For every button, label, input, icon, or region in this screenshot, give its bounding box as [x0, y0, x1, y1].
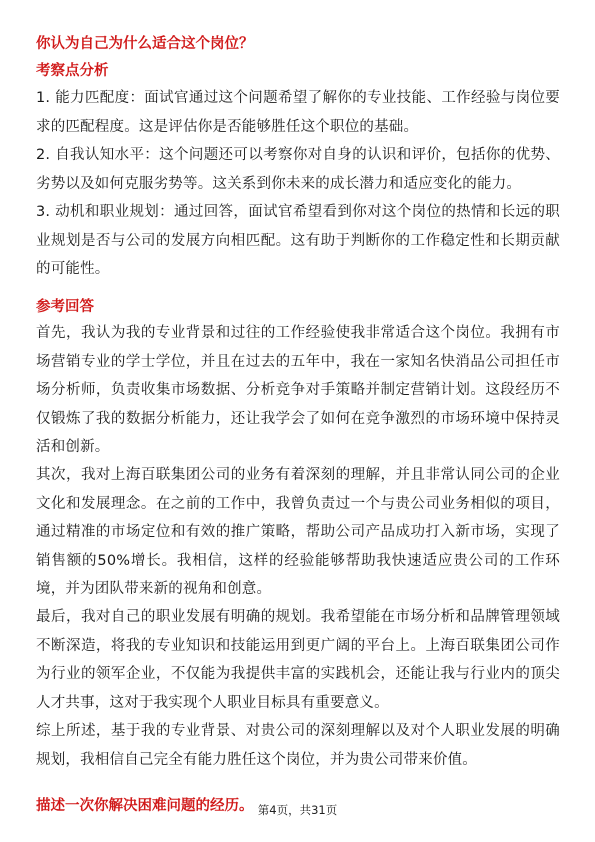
question-title: 你认为自己为什么适合这个岗位？ [36, 36, 254, 52]
answer-heading: 参考回答 [36, 299, 94, 315]
answer-paragraph-4: 综上所述，基于我的专业背景、对贵公司的深刻理解以及对个人职业发展的明确规划，我相信自己完全有能力胜任这个岗位，并为贵公司带来价值。 [36, 723, 560, 768]
answer-paragraph-3: 最后，我对自己的职业发展有明确的规划。我希望能在市场分析和品牌管理领域不断深造，将我的专业知识和技能运用到更广阔的平台上。上海百联集团公司作为行业的领军企业，不仅能为我提供丰富的实践机会，还能让我与行业内的顶尖人才共事，这对于我实现个人职业目标具有重要意义。 [36, 609, 560, 711]
answer-paragraph-2: 其次，我对上海百联集团公司的业务有着深刻的理解，并且非常认同公司的企业文化和发展理念。在之前的工作中，我曾负责过一个与贵公司业务相似的项目，通过精准的市场定位和有效的推广策略，帮助公司产品成功打入新市场，实现了销售额的50%增长。我相信，这样的经验能够帮助我快速适应贵公司的工作环境，并为团队带来新的视角和创意。 [36, 467, 560, 597]
analysis-heading: 考察点分析 [36, 63, 109, 79]
analysis-item-2: 2. 自我认知水平：这个问题还可以考察你对自身的认识和评价，包括你的优势、劣势以及如何克服劣势等。这关系到你未来的成长潜力和适应变化的能力。 [36, 147, 560, 192]
analysis-item-3: 3. 动机和职业规划：通过回答，面试官希望看到你对这个岗位的热情和长远的职业规划是否与公司的发展方向相匹配。这有助于判断你的工作稳定性和长期贡献的可能性。 [36, 204, 560, 277]
analysis-item-1: 1. 能力匹配度：面试官通过这个问题希望了解你的专业技能、工作经验与岗位要求的匹配程度。这是评估你是否能够胜任这个职位的基础。 [36, 90, 560, 135]
page-number: 第4页，共31页 [257, 803, 338, 817]
answer-paragraph-1: 首先，我认为我的专业背景和过往的工作经验使我非常适合这个岗位。我拥有市场营销专业的学士学位，并且在过去的五年中，我在一家知名快消品公司担任市场分析师，负责收集市场数据、分析竞争对手策略并制定营销计划。这段经历不仅锻炼了我的数据分析能力，还让我学会了如何在竞争激烈的市场环境中保持灵活和创新。 [36, 325, 560, 455]
next-question-title: 描述一次你解决困难问题的经历。 [36, 798, 254, 814]
